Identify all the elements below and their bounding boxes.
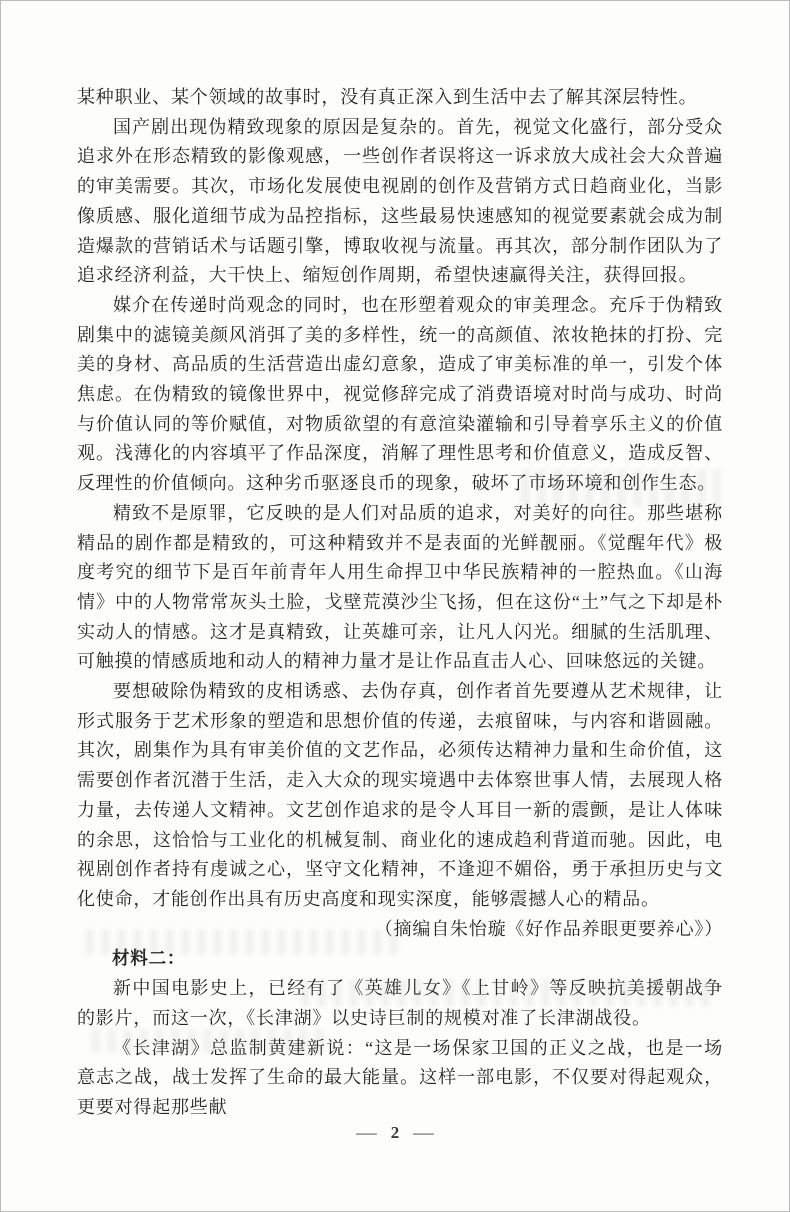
paragraph-true-refinement: 精致不是原罪，它反映的是人们对品质的追求，对美好的向往。那些堪称精品的剧作都是精致的，可这种精致并不是表面的光鲜靓丽。《觉醒年代》极度考究的细节下是百年前青年人用生命捍卫中华民族精神的一腔热血。《山海情》中的人物常常灰头土脸，戈壁荒漠沙尘飞扬，但在这份“土”气之下却是朴实动人的情感。这才是真精致，让英雄可亲，让凡人闪光。细腻的生活肌理、可触摸的情感质地和动人的精神力量才是让作品直击人心、回味悠远的关键。	[77, 502, 723, 672]
material-two-heading: 材料二：	[112, 948, 186, 969]
paragraph-causes: 国产剧出现伪精致现象的原因是复杂的。首先，视觉文化盛行，部分受众追求外在形态精致的影像观感，一些创作者误将这一诉求放大成社会大众普遍的审美需要。其次，市场化发展使电视剧的创作及营销方式日趋商业化，当影像质感、服化道细节成为品控指标，这些最易快速感知的视觉要素就会成为制造爆款的营销话术与话题引擎，博取收视与流量。再其次，部分制作团队为了追求经济利益，大干快上、缩短创作周期，希望快速赢得关注，获得回报。	[77, 116, 723, 286]
text-body	[77, 83, 723, 1123]
source-attribution: （摘编自朱怡璇《好作品养眼更要养心》）	[374, 918, 723, 939]
paragraph-producer-quote: 《长津湖》总监制黄建新说：“这是一场保家卫国的正义之战，也是一场意志之战，战士发挥了生命的最大能量。这样一部电影，不仅要对得起观众，更要对得起那些献	[77, 1037, 723, 1117]
page-footer	[1, 1123, 789, 1143]
footer-dash-left: —	[356, 1123, 377, 1142]
paragraph-how-to-break: 要想破除伪精致的皮相诱惑、去伪存真，创作者首先要遵从艺术规律，让形式服务于艺术形象的塑造和思想价值的传递，去痕留味，与内容和谐圆融。其次，剧集作为具有审美价值的文艺作品，必须传达精神力量和生命价值，这需要创作者沉潜于生活，走入大众的现实境遇中去体察世事人情，去展现人格力量，去传递人文精神。文艺创作追求的是令人耳目一新的震颤，是让人体味的余思，这恰恰与工业化的机械复制、商业化的速成趋利背道而驰。因此，电视剧创作者持有虔诚之心，坚守文化精神，不逢迎不媚俗，勇于承担历史与文化使命，才能创作出具有历史高度和现实深度，能够震撼人心的精品。	[77, 681, 723, 909]
footer-dash-right: —	[413, 1123, 434, 1142]
paragraph-continuation: 某种职业、某个领域的故事时，没有真正深入到生活中去了解其深层特性。	[77, 87, 698, 107]
paragraph-media-aesthetics: 媒介在传递时尚观念的同时，也在形塑着观众的审美理念。充斥于伪精致剧集中的滤镜美颜风消弭了美的多样性，统一的高颜值、浓妆艳抹的打扮、完美的身材、高品质的生活营造出虚幻意象，造成了审美标准的单一，引发个体焦虑。在伪精致的镜像世界中，视觉修辞完成了消费语境对时尚与成功、时尚与价值认同的等价赋值，对物质欲望的有意渲染灌输和引导着享乐主义的价值观。浅薄化的内容填平了作品深度，消解了理性思考和价值意义，造成反智、反理性的价值倾向。这种劣币驱逐良币的现象，破坏了市场环境和创作生态。	[77, 294, 723, 494]
page-number: 2	[390, 1123, 400, 1142]
paragraph-film-history: 新中国电影史上，已经有了《英雄儿女》《上甘岭》等反映抗美援朝战争的影片，而这一次，《长津湖》以史诗巨制的规模对准了长津湖战役。	[77, 978, 723, 1028]
